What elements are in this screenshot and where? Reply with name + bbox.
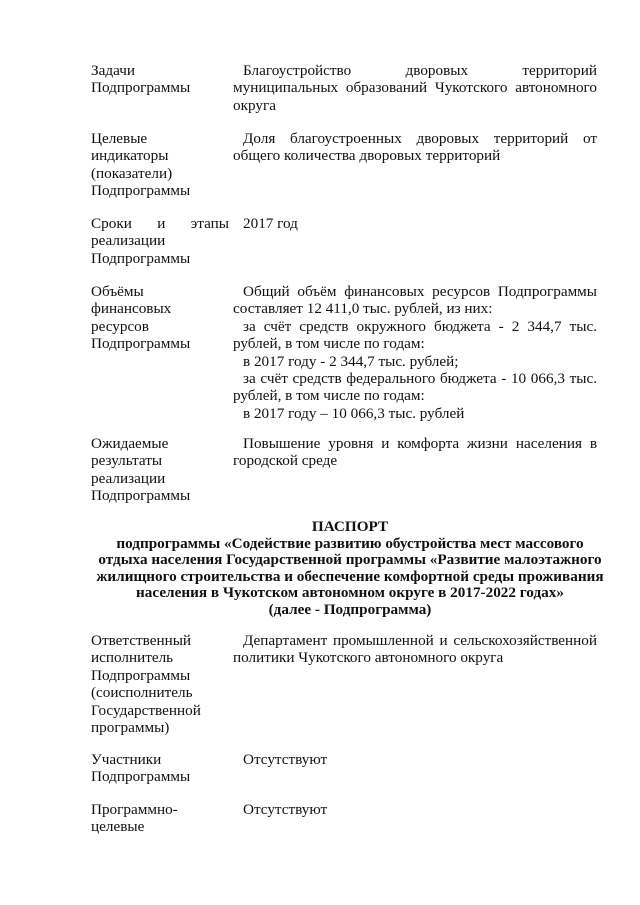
value-line: муниципальных образований Чукотского автономного — [233, 79, 597, 97]
label-line: Подпрограммы — [91, 249, 191, 267]
label-line: Подпрограммы — [91, 768, 191, 786]
value-line: Отсутствуют — [243, 751, 328, 768]
label-line: Подпрограммы — [91, 79, 191, 97]
label-line: Участники — [91, 751, 162, 768]
value-line: Повышение уровня и комфорта жизни населения в — [243, 435, 597, 452]
funding-label — [91, 283, 229, 353]
passport-title-line: жилищного строительства и обеспечение комфортной среды проживания — [96, 567, 604, 585]
results-value — [233, 435, 597, 470]
value-line: Благоустройство дворовых территорий — [243, 62, 597, 79]
responsible-value — [233, 632, 597, 667]
label-line: реализации — [91, 232, 166, 250]
label-line: Ответственный — [91, 632, 192, 649]
value-line: политики Чукотского автономного округа — [233, 649, 504, 667]
passport-title-line: (далее - Подпрограмма) — [268, 600, 432, 618]
label-line: Подпрограммы — [91, 182, 191, 200]
label-line: (соисполнитель — [91, 684, 193, 702]
label-line: исполнитель — [91, 649, 174, 667]
label-line: реализации — [91, 469, 166, 487]
value-line: рублей, в том числе по годам: — [233, 387, 425, 405]
value-line: городской среде — [233, 452, 338, 470]
passport-heading: ПАСПОРТ — [311, 518, 389, 535]
value-line: общего количества дворовых территорий — [233, 147, 501, 165]
results-label — [91, 435, 229, 505]
label-line: Целевые — [91, 130, 148, 147]
participants-value — [233, 751, 597, 768]
label-line: целевые — [91, 818, 145, 836]
value-line: Отсутствуют — [243, 801, 328, 818]
passport-title-line: подпрограммы «Содействие развитию обустройства мест массового — [116, 534, 584, 552]
value-line: Доля благоустроенных дворовых территорий от — [243, 130, 597, 147]
label-line: индикаторы — [91, 147, 169, 165]
value-line: рублей, в том числе по годам: — [233, 335, 425, 353]
label-line: программы) — [91, 719, 170, 737]
label-line: (показатели) — [91, 164, 173, 182]
program-tools-value — [233, 801, 597, 818]
funding-value — [233, 283, 597, 422]
passport-heading-block — [60, 519, 640, 619]
value-line: за счёт средств федерального бюджета - 10 066,3 тыс. — [243, 370, 597, 388]
label-line: ресурсов — [91, 317, 149, 335]
timeline-value — [233, 215, 597, 232]
label-line: Подпрограммы — [91, 666, 191, 684]
responsible-label — [91, 632, 229, 736]
indicators-label — [91, 130, 229, 200]
label-line: Ожидаемые — [91, 435, 169, 452]
label-line: Подпрограммы — [91, 487, 191, 505]
timeline-label — [91, 215, 229, 267]
value-line: в 2017 году - 2 344,7 тыс. рублей; — [243, 352, 459, 370]
program-tools-label — [91, 801, 229, 836]
value-line: составляет 12 411,0 тыс. рублей, из них: — [233, 300, 493, 318]
label-line: Подпрограммы — [91, 335, 191, 353]
value-line: 2017 год — [243, 215, 298, 232]
label-line: Задачи — [91, 62, 135, 79]
label-line: Программно- — [91, 801, 178, 818]
passport-title-line: населения в Чукотском автономном округе в 2017-2022 годах» — [136, 584, 564, 602]
label-line: результаты — [91, 452, 163, 470]
tasks-label — [91, 62, 229, 97]
label-line: Сроки и этапы — [91, 215, 229, 232]
value-line: за счёт средств окружного бюджета - 2 344,7 тыс. — [243, 317, 597, 335]
label-line: Государственной — [91, 701, 201, 719]
participants-label — [91, 751, 229, 786]
label-line: Объёмы — [91, 283, 144, 300]
indicators-value — [233, 130, 597, 165]
passport-title-line: отдыха населения Государственной программы «Развитие малоэтажного — [98, 551, 602, 569]
value-line: округа — [233, 96, 276, 114]
tasks-value — [233, 62, 597, 114]
value-line: Общий объём финансовых ресурсов Подпрограммы — [243, 283, 597, 300]
value-line: Департамент промышленной и сельскохозяйственной — [243, 632, 597, 649]
label-line: финансовых — [91, 300, 172, 318]
value-line: в 2017 году – 10 066,3 тыс. рублей — [243, 404, 465, 422]
